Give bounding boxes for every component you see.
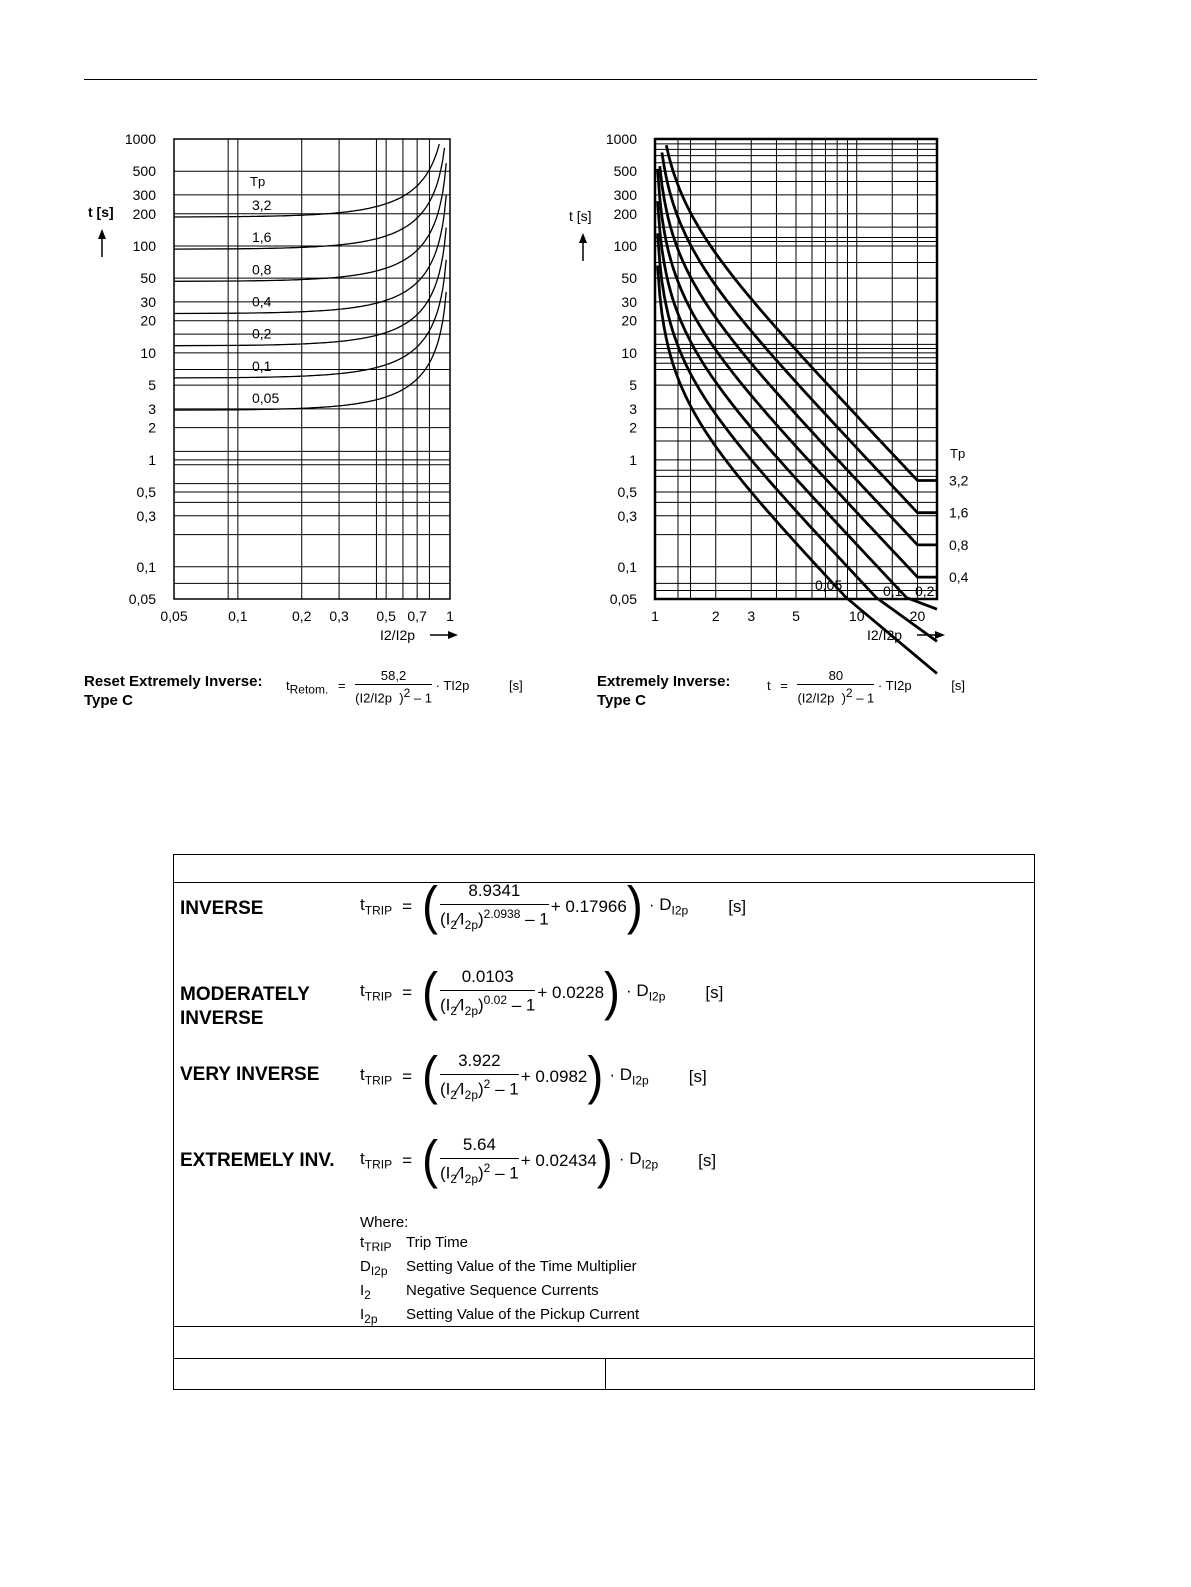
x-tick-label: 2	[711, 608, 720, 624]
right-formula-multiplier: · TI2p	[877, 678, 912, 694]
formula-numerator: 5.64	[440, 1135, 519, 1159]
where-description: Trip Time	[406, 1234, 468, 1251]
y-axis-arrow-icon	[579, 233, 587, 243]
t-trip-symbol: $t_{TRIP}$	[360, 895, 393, 918]
y-tick-label: 0,3	[136, 507, 156, 524]
y-tick-label: 2	[148, 419, 156, 436]
time-multiplier: · $D_{I2p}$	[626, 981, 666, 1004]
y-tick-label: 50	[621, 270, 637, 287]
formula-denominator: $(I_2⁄I_{2p})^{2.0938} - 1$	[440, 907, 549, 933]
curve-tp-0-1	[174, 260, 446, 378]
x-tick-label: 0,5	[376, 608, 396, 624]
curve-label: 3,2	[252, 196, 272, 213]
y-tick-label: 2	[629, 419, 637, 436]
curve-label: 0,1	[883, 583, 903, 599]
formula-fraction	[440, 881, 549, 932]
y-tick-label: 1	[148, 451, 156, 468]
x-tick-label: 0,7	[407, 608, 427, 624]
right-formula-unit: [s]	[951, 678, 965, 694]
where-item	[360, 1257, 639, 1281]
formula-fraction	[440, 1135, 519, 1186]
left-formula-fraction	[355, 668, 432, 705]
right-caption-type: Type C	[597, 692, 646, 709]
y-tick-label: 30	[140, 293, 156, 310]
left-formula-numerator: 58,2	[355, 668, 432, 685]
curve-tp-0-8	[174, 163, 446, 281]
curve-tp-3-2	[666, 145, 937, 480]
x-tick-label: 0,05	[160, 608, 188, 624]
y-tick-label: 50	[140, 270, 156, 287]
y-axis-label: t [s]	[569, 208, 592, 224]
y-tick-label: 10	[621, 344, 637, 361]
x-axis-label: I2/I2p	[380, 627, 416, 643]
x-axis-label: I2/I2p	[867, 627, 903, 643]
formula-numerator: 3.922	[440, 1051, 519, 1075]
time-multiplier: · $D_{I2p}$	[618, 1149, 659, 1172]
right-paren-icon: )	[626, 876, 643, 936]
y-tick-label: 5	[629, 377, 637, 394]
formula-label: VERY INVERSE	[180, 1064, 320, 1085]
left-formula-eq: =	[337, 678, 346, 694]
formula-label: INVERSE	[180, 898, 264, 919]
curve-label: 0,8	[949, 536, 969, 553]
x-tick-label: 1	[651, 608, 659, 624]
y-tick-label: 3	[148, 400, 156, 417]
right-formula-den-tail: )	[841, 690, 846, 706]
y-tick-label: 0,5	[617, 484, 637, 501]
y-tick-label: 1000	[124, 131, 156, 147]
y-tick-label: 500	[613, 163, 637, 180]
curve-label: 0,2	[252, 325, 272, 342]
x-tick-label: 0,2	[291, 608, 312, 624]
y-tick-label: 0,5	[136, 484, 156, 501]
curve-tp-0-2	[174, 228, 446, 346]
where-description: Negative Sequence Currents	[406, 1282, 599, 1299]
left-formula-unit: [s]	[508, 678, 523, 694]
formula-constant: + 0.02434	[520, 1150, 597, 1170]
left-formula-multiplier: · TI2p	[435, 678, 470, 694]
formula-numerator: 0.0103	[440, 967, 535, 991]
curve-label: 0,05	[815, 577, 843, 593]
y-tick-label: 5	[148, 377, 156, 394]
where-symbol: $D_{I2p}$	[360, 1258, 388, 1278]
right-caption-formula	[767, 668, 965, 705]
t-trip-symbol: $t_{TRIP}$	[360, 1065, 393, 1088]
y-tick-label: 3	[629, 400, 637, 417]
right-formula-denominator: (I2/I2p	[797, 690, 835, 706]
where-item	[360, 1305, 639, 1329]
left-formula-denominator: (I2/I2p	[355, 690, 393, 706]
curve-label: 1,6	[949, 504, 969, 521]
curve-tp-3-2	[174, 144, 439, 217]
right-paren-icon: )	[596, 1130, 613, 1190]
formula-equation	[360, 1046, 707, 1106]
time-multiplier: · $D_{I2p}$	[609, 1065, 649, 1088]
right-caption-name: Extremely Inverse:	[597, 673, 731, 690]
time-multiplier: · $D_{I2p}$	[648, 895, 689, 918]
x-tick-label: 20	[909, 608, 926, 624]
where-item	[360, 1233, 639, 1257]
formula-fraction	[440, 967, 535, 1018]
unit-label: [s]	[705, 982, 724, 1002]
y-tick-label: 20	[621, 312, 637, 329]
x-tick-label: 5	[792, 608, 800, 624]
where-title: Where:	[360, 1214, 409, 1231]
where-legend	[360, 1213, 639, 1329]
formula-equation	[360, 1130, 717, 1190]
header-rule	[84, 79, 1037, 80]
x-tick-label: 10	[848, 608, 865, 624]
formula-denominator: $(I_2⁄I_{2p})^2 - 1$	[440, 1161, 519, 1187]
where-symbol: $I_2$	[360, 1282, 371, 1302]
curve-label: 0,4	[252, 293, 272, 310]
curve-label: 0,1	[252, 357, 272, 374]
x-tick-label: 1	[446, 608, 454, 624]
left-formula-lhs: t	[286, 678, 290, 694]
where-item	[360, 1281, 639, 1305]
y-tick-label: 0,3	[617, 507, 637, 524]
y-tick-label: 0,05	[609, 591, 637, 607]
y-tick-label: 20	[140, 312, 156, 329]
curve-label: 1,6	[252, 229, 272, 246]
right-formula-numerator: 80	[797, 668, 874, 685]
curve-label: 0,2	[915, 583, 935, 599]
formula-equation	[360, 962, 724, 1022]
x-tick-label: 0,3	[329, 608, 349, 624]
curve-tp-1-6	[174, 148, 445, 249]
table-bottom-divider	[174, 1358, 1034, 1359]
where-description: Setting Value of the Pickup Current	[406, 1306, 640, 1323]
left-formula-power: 2	[403, 686, 411, 700]
formula-label: MODERATELY INVERSE	[180, 984, 310, 1029]
y-tick-label: 100	[132, 237, 156, 254]
right-formula-fraction	[797, 668, 874, 705]
x-tick-label: 0,1	[228, 608, 248, 624]
right-formula-minus: – 1	[856, 690, 875, 706]
t-trip-symbol: $t_{TRIP}$	[360, 981, 393, 1004]
left-formula-den-tail: )	[399, 690, 404, 706]
curve-label: 0,8	[252, 261, 272, 278]
formula-table	[173, 854, 1035, 1390]
y-tick-label: 1000	[605, 131, 637, 147]
equals-sign: =	[402, 1150, 413, 1170]
formula-constant: + 0.0228	[537, 982, 605, 1002]
curve-tp-0-05	[174, 292, 446, 410]
y-axis-arrow-icon	[98, 229, 106, 239]
y-axis-label: t [s]	[88, 204, 114, 220]
curve-tp-0-4	[174, 195, 446, 313]
where-description: Setting Value of the Time Multiplier	[406, 1258, 637, 1275]
formula-numerator: 8.9341	[440, 881, 549, 905]
formula-denominator: $(I_2⁄I_{2p})^2 - 1$	[440, 1077, 519, 1103]
y-tick-label: 200	[132, 205, 156, 222]
right-paren-icon: )	[604, 962, 621, 1022]
equals-sign: =	[402, 896, 413, 916]
equals-sign: =	[402, 1066, 413, 1086]
formula-constant: + 0.0982	[520, 1066, 588, 1086]
t-trip-symbol: $t_{TRIP}$	[360, 1149, 393, 1172]
formula-denominator: $(I_2⁄I_{2p})^{0.02} - 1$	[440, 993, 536, 1019]
equals-sign: =	[402, 982, 413, 1002]
unit-label: [s]	[698, 1150, 717, 1170]
left-paren-icon: (	[422, 876, 438, 936]
extremely-inverse-chart	[565, 120, 1045, 660]
y-tick-label: 1	[629, 451, 637, 468]
left-caption-name: Reset Extremely Inverse:	[84, 673, 263, 690]
formula-fraction	[440, 1051, 519, 1102]
curve-label: 0,4	[949, 569, 969, 586]
formula-equation	[360, 876, 747, 936]
y-tick-label: 0,1	[136, 558, 156, 575]
y-tick-label: 300	[132, 186, 156, 203]
y-tick-label: 500	[132, 163, 156, 180]
right-formula-eq: =	[780, 678, 788, 694]
unit-label: [s]	[688, 1066, 707, 1086]
left-paren-icon: (	[422, 1130, 438, 1190]
y-tick-label: 100	[613, 237, 637, 254]
legend-title: Tp	[950, 446, 966, 461]
left-formula-minus: – 1	[413, 690, 432, 706]
table-bottom-column-divider	[605, 1358, 606, 1389]
left-formula-lhs-sub: Retom.	[289, 682, 329, 697]
curve-label: 3,2	[949, 472, 969, 489]
y-tick-label: 300	[613, 186, 637, 203]
y-tick-label: 30	[621, 293, 637, 310]
unit-label: [s]	[728, 896, 747, 916]
where-items	[360, 1233, 639, 1329]
curve-label: 0,05	[252, 390, 280, 407]
where-symbol: $t_{TRIP}$	[360, 1234, 392, 1254]
formula-constant: + 0.17966	[550, 896, 627, 916]
y-tick-label: 0,05	[128, 591, 156, 607]
right-formula-lhs: t	[767, 678, 771, 694]
y-tick-label: 200	[613, 205, 637, 222]
right-formula-power: 2	[845, 686, 853, 700]
y-tick-label: 0,1	[617, 558, 637, 575]
left-paren-icon: (	[422, 962, 438, 1022]
x-axis-arrow-icon	[935, 631, 945, 639]
left-caption	[84, 672, 262, 710]
reset-extremely-inverse-chart	[84, 120, 564, 660]
x-axis-arrow-icon	[448, 631, 458, 639]
left-paren-icon: (	[422, 1046, 438, 1106]
formula-label: EXTREMELY INV.	[180, 1150, 335, 1171]
left-caption-type: Type C	[84, 692, 133, 709]
where-symbol: $I_{2p}$	[360, 1306, 378, 1326]
right-paren-icon: )	[587, 1046, 604, 1106]
legend-title: Tp	[250, 174, 266, 189]
left-caption-formula	[286, 668, 523, 705]
x-tick-label: 3	[747, 608, 756, 624]
right-caption	[597, 672, 730, 710]
y-tick-label: 10	[140, 344, 156, 361]
